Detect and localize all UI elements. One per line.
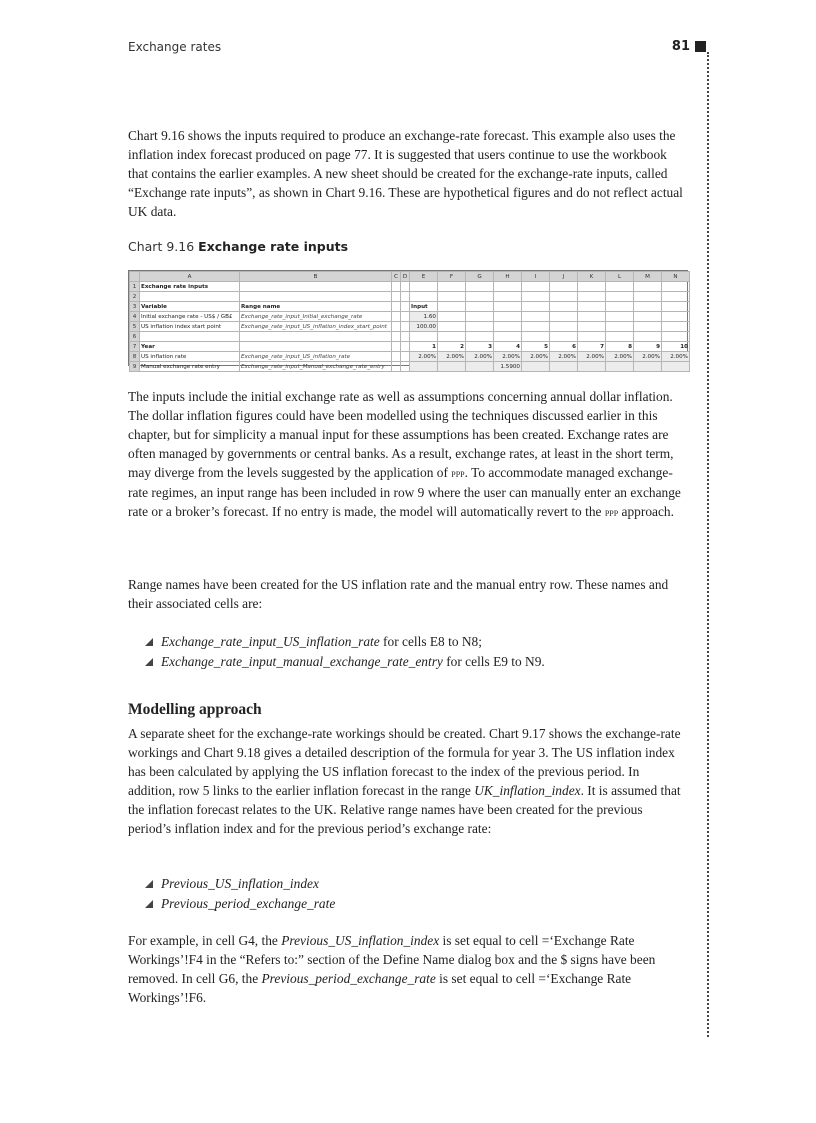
year-cell: 3: [466, 342, 494, 352]
inflation-cell: 2.00%: [494, 352, 522, 362]
year-cell: 1: [410, 342, 438, 352]
spreadsheet-grid: [129, 271, 690, 372]
margin-dotted-rule: [707, 52, 709, 1037]
spreadsheet-figure: [128, 270, 688, 370]
variable-cell: US inflation rate: [140, 352, 240, 362]
range-name: Exchange_rate_input_US_inflation_rate: [161, 634, 380, 649]
year-cell: 6: [550, 342, 578, 352]
row-number: 6: [130, 332, 140, 342]
inflation-cell: 2.00%: [550, 352, 578, 362]
range-name-cell: Exchange_rate_input_Initial_exchange_rate: [240, 312, 392, 322]
year-cell: 9: [634, 342, 662, 352]
sheet-row: [130, 362, 690, 372]
row-number: 1: [130, 282, 140, 292]
year-cell: 7: [578, 342, 606, 352]
row-number: 9: [130, 362, 140, 372]
variable-cell: US inflation index start point: [140, 322, 240, 332]
list-item: [145, 874, 685, 894]
range-name-inline: UK_inflation_index: [474, 783, 581, 798]
inflation-cell: 2.00%: [634, 352, 662, 362]
inflation-cell: 2.00%: [522, 352, 550, 362]
sheet-row: [130, 322, 690, 332]
column-header-row: [130, 272, 690, 282]
sheet-row: [130, 332, 690, 342]
sheet-title-cell: Exchange rate inputs: [140, 282, 240, 292]
list-item: [145, 894, 685, 914]
sheet-row: [130, 342, 690, 352]
year-label: Year: [140, 342, 240, 352]
range-name-cell: Exchange_rate_input_Manual_exchange_rate_entry: [240, 362, 392, 372]
running-title: Exchange rates: [128, 40, 222, 54]
paragraph-inputs: [128, 387, 688, 522]
col-header: N: [662, 272, 690, 282]
col-header: B: [240, 272, 392, 282]
col-header: G: [466, 272, 494, 282]
paragraph-example: [128, 931, 688, 1007]
sheet-row: [130, 302, 690, 312]
chart-caption-title: Exchange rate inputs: [198, 239, 349, 254]
bullet-icon: [145, 880, 153, 888]
text-run: A separate sheet for the exchange-rate workings should be created. Chart 9.17 shows the exchange-rate workings and Chart 9.18 gives a detailed description of the formula for year 3. The US inflation index has been calculated by applying the US inflation forecast to the index of the previous period. In addition, row 5 links to the earlier inflation forecast in the range: [128, 726, 681, 798]
text-run: is set equal to cell =‘Exchange Rate Workings’!F4 in the “Refers to:” section of the Define Name dialog box and the $ signs have been removed. In cell G6, the: [128, 933, 656, 986]
page-number: 81: [671, 39, 690, 54]
input-cell: 100.00: [410, 322, 438, 332]
header-input: Input: [410, 302, 438, 312]
paragraph-modelling: [128, 724, 688, 838]
text-run: For example, in cell G4, the: [128, 933, 282, 948]
year-cell: 10: [662, 342, 690, 352]
col-header: F: [438, 272, 466, 282]
col-header: K: [578, 272, 606, 282]
year-cell: 5: [522, 342, 550, 352]
sheet-row: [130, 292, 690, 302]
col-header: E: [410, 272, 438, 282]
row-number: 8: [130, 352, 140, 362]
list-item: [145, 632, 685, 652]
chart-caption-number: Chart 9.16: [128, 239, 195, 254]
inflation-cell: 2.00%: [438, 352, 466, 362]
inflation-cell: 2.00%: [410, 352, 438, 362]
range-name-cell: Exchange_rate_input_US_inflation_rate: [240, 352, 392, 362]
text-run: The inputs include the initial exchange rate as well as assumptions concerning annual dollar inflation. The dollar inflation figures could have been modelled using the techniques discussed earlier in this chapter, but for simplicity a manual input for these assumptions has been created. Exchange rates are often managed by governments or central banks. As a result, exchange rates, at least in the short term, may diverge from the levels suggested by the application of: [128, 389, 674, 480]
inflation-cell: 2.00%: [578, 352, 606, 362]
abbrev-ppp: ppp: [451, 466, 465, 480]
text-run: approach.: [618, 504, 674, 519]
relative-range-list: [145, 874, 685, 914]
row-number: 7: [130, 342, 140, 352]
chart-caption: [128, 239, 348, 254]
year-cell: 8: [606, 342, 634, 352]
paragraph-range-names: Range names have been created for the US inflation rate and the manual entry row. These names and their associated cells are:: [128, 577, 669, 611]
inflation-cell: 2.00%: [662, 352, 690, 362]
page-marker-block: [695, 41, 706, 52]
abbrev-ppp: ppp: [604, 505, 619, 519]
manual-entry-cell: 1.5900: [494, 362, 522, 372]
col-header: C: [392, 272, 401, 282]
sheet-row: [130, 312, 690, 322]
header-variable: Variable: [140, 302, 240, 312]
input-cell: 1.60: [410, 312, 438, 322]
range-cells: for cells E8 to N8;: [379, 634, 482, 649]
section-heading: Modelling approach: [128, 701, 262, 718]
variable-cell: Initial exchange rate - US$ / GB£: [140, 312, 240, 322]
range-name-cell: Exchange_rate_input_US_inflation_index_start_point: [240, 322, 392, 332]
year-cell: 2: [438, 342, 466, 352]
range-name: Exchange_rate_input_manual_exchange_rate_entry: [161, 654, 443, 669]
year-cell: 4: [494, 342, 522, 352]
col-header: D: [401, 272, 410, 282]
range-name-list: [145, 632, 685, 672]
header-range-name: Range name: [240, 302, 392, 312]
col-header: M: [634, 272, 662, 282]
col-header: A: [140, 272, 240, 282]
row-number: 5: [130, 322, 140, 332]
col-header: J: [550, 272, 578, 282]
col-header: H: [494, 272, 522, 282]
row-number: 2: [130, 292, 140, 302]
sheet-row: [130, 282, 690, 292]
row-number: 3: [130, 302, 140, 312]
inflation-cell: 2.00%: [466, 352, 494, 362]
text-run: is set equal to cell =‘Exchange Rate Workings’!F6.: [128, 971, 632, 1005]
range-name-inline: Previous_period_exchange_rate: [261, 971, 436, 986]
bullet-icon: [145, 658, 153, 666]
range-name: Previous_US_inflation_index: [161, 876, 319, 891]
text-run: . It is assumed that the inflation forecast relates to the UK. Relative range names have been created for the previous period’s inflation index and for the previous period’s exchange rate:: [128, 783, 681, 836]
variable-cell: Manual exchange rate entry: [140, 362, 240, 372]
text-run: . To accommodate managed exchange-rate regimes, an input range has been included in row 9 where the user can manually enter an exchange rate or a broker’s forecast. If no entry is made, the model will automatically revert to the: [128, 465, 681, 519]
col-header: L: [606, 272, 634, 282]
inflation-cell: 2.00%: [606, 352, 634, 362]
range-name: Previous_period_exchange_rate: [161, 896, 336, 911]
bullet-icon: [145, 900, 153, 908]
row-number: 4: [130, 312, 140, 322]
paragraph-intro: Chart 9.16 shows the inputs required to produce an exchange-rate forecast. This example also uses the inflation index forecast produced on page 77. It is suggested that users continue to use the workbook that contains the earlier examples. A new sheet should be created for the exchange-rate inputs, called “Exchange rate inputs”, as shown in Chart 9.16. These are hypothetical figures and do not reflect actual UK data.: [128, 128, 683, 219]
col-header: I: [522, 272, 550, 282]
sheet-row: [130, 352, 690, 362]
range-cells: for cells E9 to N9.: [442, 654, 545, 669]
bullet-icon: [145, 638, 153, 646]
range-name-inline: Previous_US_inflation_index: [281, 933, 440, 948]
corner-cell: [130, 272, 140, 282]
list-item: [145, 652, 685, 672]
